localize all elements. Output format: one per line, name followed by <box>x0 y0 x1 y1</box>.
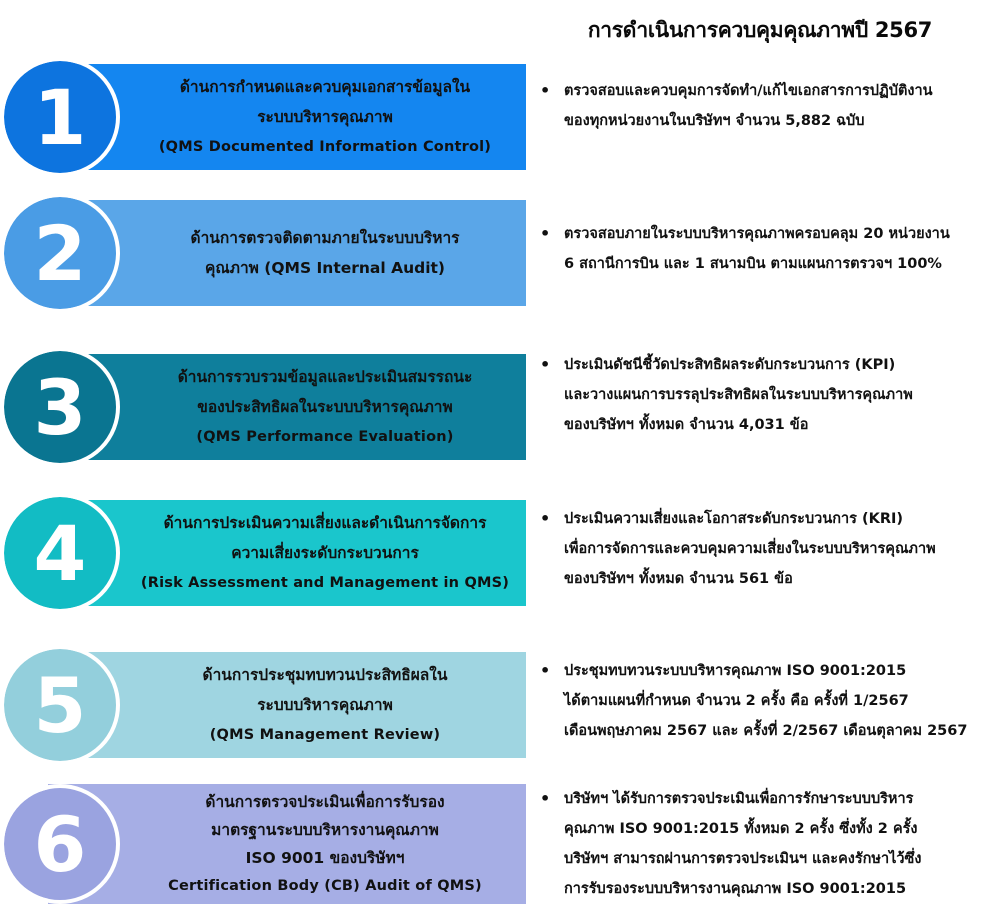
heading-line: ด้านการประชุมทบทวนประสิทธิผลใน <box>202 666 448 684</box>
heading-line: ISO 9001 ของบริษัทฯ <box>245 849 405 867</box>
bullet-icon: • <box>540 81 551 100</box>
description-line: ประชุมทบทวนระบบบริหารคุณภาพ ISO 9001:2015 <box>564 663 907 679</box>
item-description <box>540 656 990 746</box>
item-number-circle: 6 <box>4 788 116 900</box>
heading-line-en: (Risk Assessment and Management in QMS) <box>140 575 510 591</box>
description-line: ประเมินดัชนีชี้วัดประสิทธิผลระดับกระบวนการ (KPI) <box>564 357 896 373</box>
description-line: ได้ตามแผนที่กำหนด จำนวน 2 ครั้ง คือ ครั้งที่ 1/2567 <box>564 693 909 709</box>
item-description <box>540 504 990 594</box>
heading-line: ระบบบริหารคุณภาพ <box>257 108 393 126</box>
item-description <box>540 76 990 136</box>
description-line: ตรวจสอบภายในระบบบริหารคุณภาพครอบคลุม 20 หน่วยงาน <box>564 226 950 242</box>
description-line: ประเมินความเสี่ยงและโอกาสระดับกระบวนการ (KRI) <box>564 511 904 527</box>
item-description <box>540 219 990 279</box>
heading-line: มาตรฐานระบบบริหารงานคุณภาพ <box>211 821 439 839</box>
heading-line-en: Certification Body (CB) Audit of QMS) <box>168 878 482 894</box>
page-title: การดำเนินการควบคุมคุณภาพปี 2567 <box>587 18 933 42</box>
heading-line: ด้านการตรวจประเมินเพื่อการรับรอง <box>205 793 445 811</box>
description-line: บริษัทฯ ได้รับการตรวจประเมินเพื่อการรักษาระบบบริหาร <box>564 791 914 807</box>
description-line: บริษัทฯ สามารถผ่านการตรวจประเมินฯ และคงรักษาไว้ซึ่ง <box>564 851 922 867</box>
bullet-icon: • <box>540 661 551 680</box>
item-number-circle: 3 <box>4 351 116 463</box>
description-line: เดือนพฤษภาคม 2567 และ ครั้งที่ 2/2567 เดือนตุลาคม 2567 <box>564 723 968 739</box>
description-line: ของทุกหน่วยงานในบริษัทฯ จำนวน 5,882 ฉบับ <box>564 113 865 129</box>
heading-line: ด้านการประเมินความเสี่ยงและดำเนินการจัดการ <box>163 514 487 532</box>
heading-line: ความเสี่ยงระดับกระบวนการ <box>231 544 419 562</box>
bullet-icon: • <box>540 509 551 528</box>
heading-line: คุณภาพ (QMS Internal Audit) <box>204 259 446 277</box>
description-line: ของบริษัทฯ ทั้งหมด จำนวน 561 ข้อ <box>564 571 793 587</box>
heading-line-en: (QMS Documented Information Control) <box>158 139 492 155</box>
item-description <box>540 350 990 440</box>
heading-line-en: (QMS Management Review) <box>209 727 441 743</box>
description-line: การรับรองระบบบริหารงานคุณภาพ ISO 9001:2015 <box>564 881 907 897</box>
bullet-icon: • <box>540 789 551 808</box>
item-number-circle: 2 <box>4 197 116 309</box>
item-description <box>540 784 990 904</box>
description-line: ของบริษัทฯ ทั้งหมด จำนวน 4,031 ข้อ <box>564 417 809 433</box>
item-number-circle: 4 <box>4 497 116 609</box>
item-number-circle: 1 <box>4 61 116 173</box>
heading-line: ด้านการรวบรวมข้อมูลและประเมินสมรรถนะ <box>177 368 473 386</box>
heading-line: ด้านการกำหนดและควบคุมเอกสารข้อมูลใน <box>179 78 471 96</box>
description-line: และวางแผนการบรรลุประสิทธิผลในระบบบริหารคุณภาพ <box>564 387 913 403</box>
description-line: 6 สถานีการบิน และ 1 สนามบิน ตามแผนการตรวจฯ 100% <box>564 256 942 272</box>
description-line: ตรวจสอบและควบคุมการจัดทำ/แก้ไขเอกสารการปฏิบัติงาน <box>564 83 933 99</box>
description-line: เพื่อการจัดการและควบคุมความเสี่ยงในระบบบริหารคุณภาพ <box>564 541 936 557</box>
item-number-circle: 5 <box>4 649 116 761</box>
heading-line: ด้านการตรวจติดตามภายในระบบบริหาร <box>190 229 460 247</box>
heading-line: ของประสิทธิผลในระบบบริหารคุณภาพ <box>197 398 453 416</box>
heading-line: ระบบบริหารคุณภาพ <box>257 696 393 714</box>
bullet-icon: • <box>540 224 551 243</box>
heading-line-en: (QMS Performance Evaluation) <box>196 429 454 445</box>
bullet-icon: • <box>540 355 551 374</box>
description-line: คุณภาพ ISO 9001:2015 ทั้งหมด 2 ครั้ง ซึ่งทั้ง 2 ครั้ง <box>564 821 918 837</box>
